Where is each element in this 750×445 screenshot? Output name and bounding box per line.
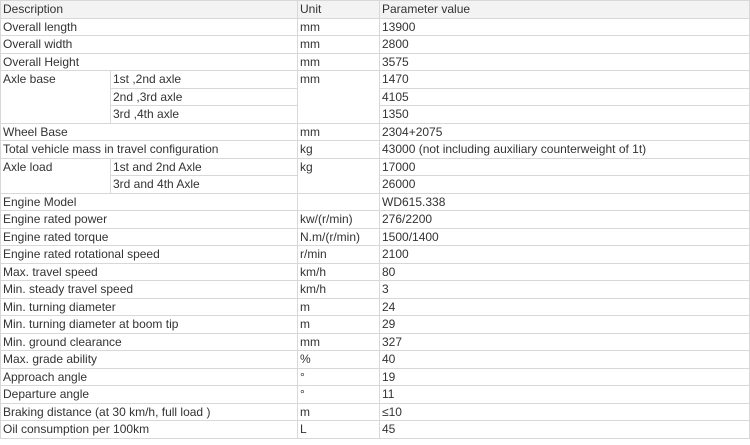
row-label: Engine rated power: [1, 211, 298, 229]
row-value: ≤10: [380, 403, 750, 421]
row-value: 13900: [380, 18, 750, 36]
row-value: 19: [380, 368, 750, 386]
table-row: [1, 298, 750, 316]
row-unit: m: [298, 316, 380, 334]
header-row: [1, 1, 750, 19]
row-label: Engine rated torque: [1, 228, 298, 246]
row-label: Max. travel speed: [1, 263, 298, 281]
row-value: 17000: [380, 158, 750, 176]
row-label: Wheel Base: [1, 123, 298, 141]
row-unit: kg: [298, 141, 380, 159]
table-row: [1, 211, 750, 229]
table-row: [1, 368, 750, 386]
table-row: [1, 193, 750, 211]
row-unit: mm: [298, 333, 380, 351]
row-value: 11: [380, 386, 750, 404]
row-label: Axle base: [1, 71, 111, 124]
table-row: [1, 228, 750, 246]
row-value: 2304+2075: [380, 123, 750, 141]
row-value: 1500/1400: [380, 228, 750, 246]
sub-label: 1st and 2nd Axle: [111, 158, 298, 176]
row-unit: kw/(r/min): [298, 211, 380, 229]
table-row: [1, 158, 750, 176]
sub-label: 1st ,2nd axle: [111, 71, 298, 89]
row-value: 26000: [380, 176, 750, 194]
row-value: 327: [380, 333, 750, 351]
row-label: Total vehicle mass in travel configuration: [1, 141, 298, 159]
row-unit: [298, 193, 380, 211]
table-row: [1, 316, 750, 334]
table-row: [1, 333, 750, 351]
table-row: [1, 421, 750, 439]
row-unit: %: [298, 351, 380, 369]
row-unit: kg: [298, 158, 380, 193]
table-row: [1, 53, 750, 71]
table-row: [1, 263, 750, 281]
row-label: Overall Height: [1, 53, 298, 71]
row-value: 3575: [380, 53, 750, 71]
table-row: [1, 281, 750, 299]
row-unit: mm: [298, 36, 380, 54]
header-unit: Unit: [298, 1, 380, 19]
row-value: 4105: [380, 88, 750, 106]
row-value: WD615.338: [380, 193, 750, 211]
row-label: Overall width: [1, 36, 298, 54]
row-value: 2100: [380, 246, 750, 264]
row-label: Engine rated rotational speed: [1, 246, 298, 264]
row-unit: km/h: [298, 263, 380, 281]
row-unit: mm: [298, 53, 380, 71]
row-value: 2800: [380, 36, 750, 54]
row-value: 80: [380, 263, 750, 281]
row-unit: m: [298, 298, 380, 316]
table-row: [1, 18, 750, 36]
row-label: Oil consumption per 100km: [1, 421, 298, 439]
row-label: Braking distance (at 30 km/h, full load ): [1, 403, 298, 421]
row-value: 29: [380, 316, 750, 334]
row-label: Min. turning diameter at boom tip: [1, 316, 298, 334]
row-label: Min. turning diameter: [1, 298, 298, 316]
header-description: Description: [1, 1, 298, 19]
row-label: Departure angle: [1, 386, 298, 404]
table-row: [1, 246, 750, 264]
row-unit: r/min: [298, 246, 380, 264]
row-unit: mm: [298, 71, 380, 124]
row-value: 3: [380, 281, 750, 299]
row-label: Min. steady travel speed: [1, 281, 298, 299]
row-unit: mm: [298, 18, 380, 36]
row-value: 40: [380, 351, 750, 369]
row-value: 43000 (not including auxiliary counterweight of 1t): [380, 141, 750, 159]
row-label: Engine Model: [1, 193, 298, 211]
row-label: Max. grade ability: [1, 351, 298, 369]
row-value: 1470: [380, 71, 750, 89]
row-label: Min. ground clearance: [1, 333, 298, 351]
row-unit: N.m/(r/min): [298, 228, 380, 246]
table-row: [1, 403, 750, 421]
row-unit: °: [298, 386, 380, 404]
table-row: [1, 351, 750, 369]
header-value: Parameter value: [380, 1, 750, 19]
row-unit: °: [298, 368, 380, 386]
row-label: Overall length: [1, 18, 298, 36]
row-value: 276/2200: [380, 211, 750, 229]
sub-label: 3rd ,4th axle: [111, 106, 298, 124]
row-label: Axle load: [1, 158, 111, 193]
row-value: 45: [380, 421, 750, 439]
sub-label: 3rd and 4th Axle: [111, 176, 298, 194]
row-value: 24: [380, 298, 750, 316]
table-row: [1, 71, 750, 89]
row-unit: km/h: [298, 281, 380, 299]
row-label: Approach angle: [1, 368, 298, 386]
table-row: [1, 386, 750, 404]
sub-label: 2nd ,3rd axle: [111, 88, 298, 106]
row-unit: L: [298, 421, 380, 439]
row-value: 1350: [380, 106, 750, 124]
row-unit: mm: [298, 123, 380, 141]
table-row: [1, 141, 750, 159]
table-row: [1, 123, 750, 141]
row-unit: m: [298, 403, 380, 421]
table-row: [1, 36, 750, 54]
